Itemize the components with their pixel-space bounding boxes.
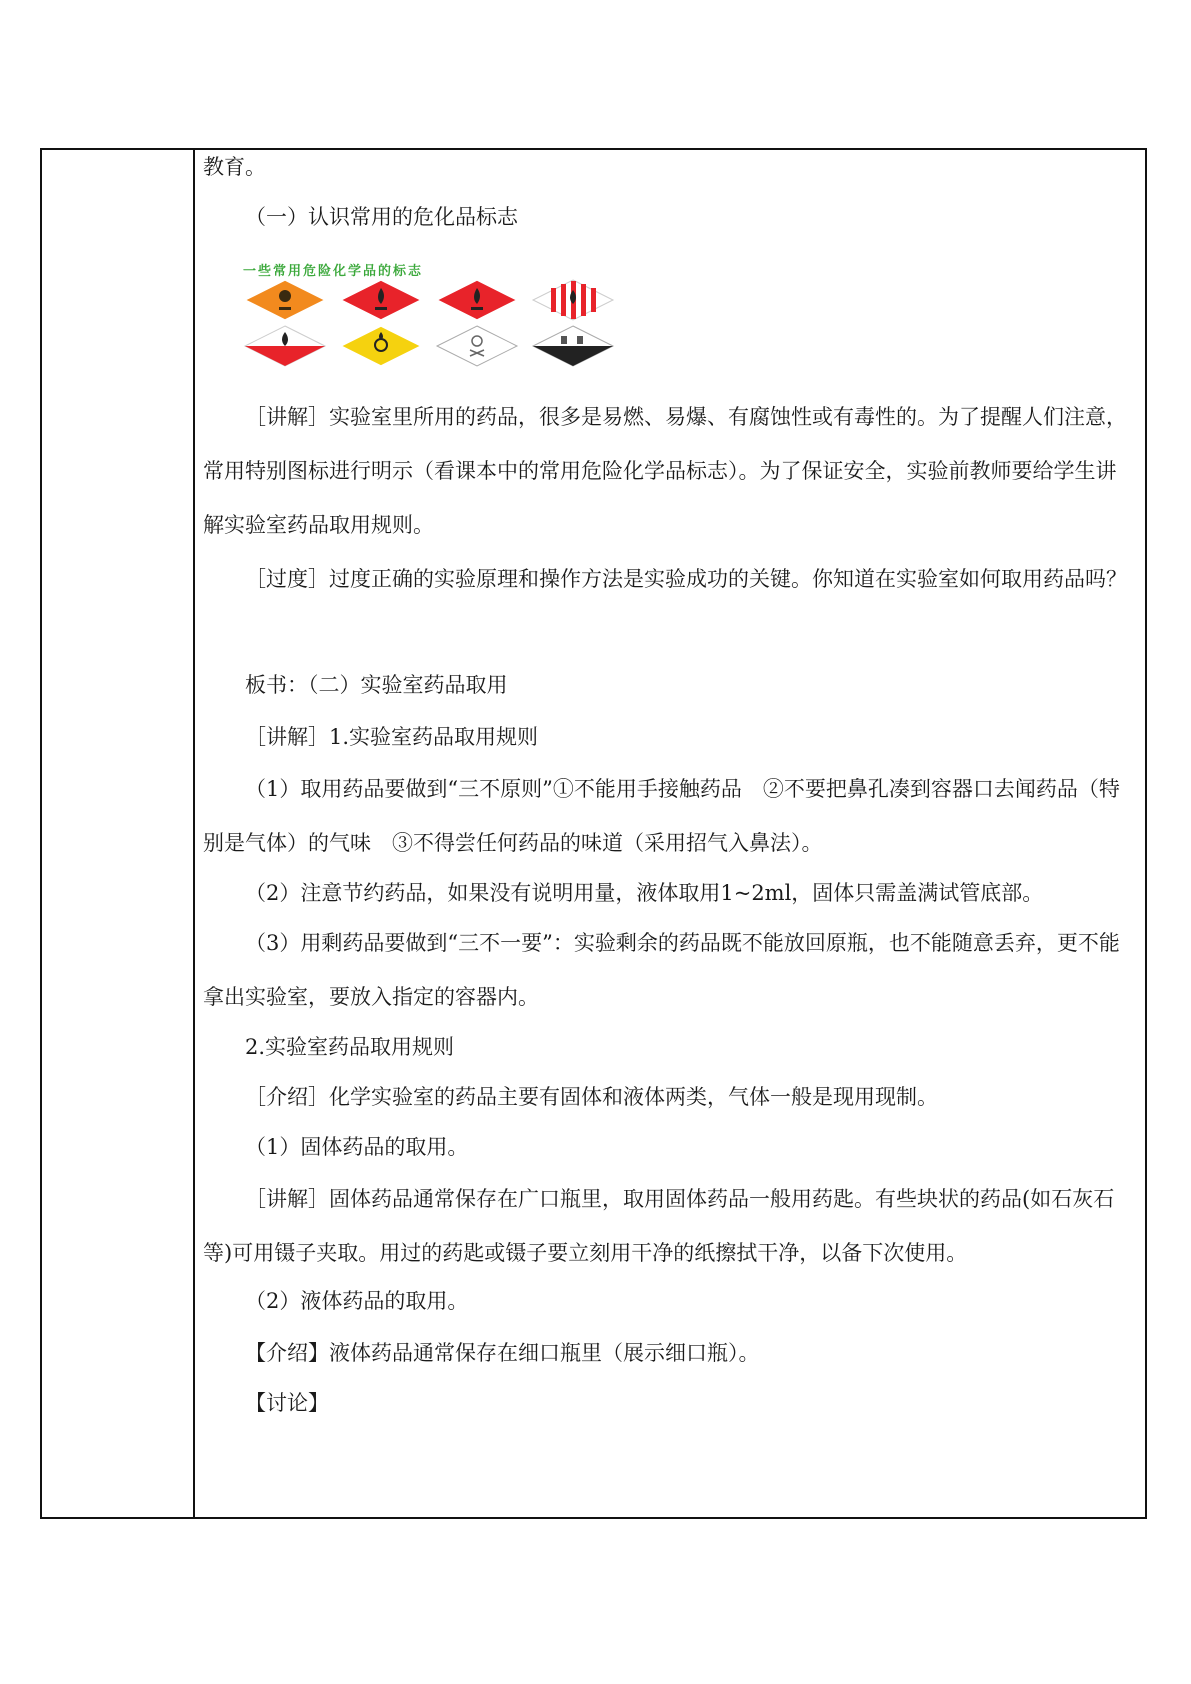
flammable-solid-sign-icon [533, 280, 613, 320]
paragraph-explanation: ［讲解］实验室里所用的药品，很多是易燃、易爆、有腐蚀性或有毒性的。为了提醒人们注意，常用特别图标进行明示（看课本中的常用危险化学品标志）。为了保证安全，实验前教师要给学生讲解实验室药品取用规则。 [203, 405, 1127, 537]
discussion-heading: 【讨论】 [245, 1391, 329, 1415]
paragraph-solid-explanation: ［讲解］固体药品通常保存在广口瓶里，取用固体药品一般用药匙。有些块状的药品(如石灰石等)可用镊子夹取。用过的药匙或镊子要立刻用干净的纸擦拭干净，以备下次使用。 [203, 1187, 1115, 1265]
liquid-reagent-heading: （2）液体药品的取用。 [245, 1289, 469, 1313]
paragraph-transition: ［过度］过度正确的实验原理和操作方法是实验成功的关键。你知道在实验室如何取用药品吗？ [245, 567, 1127, 591]
paragraph-introduction: ［介绍］化学实验室的药品主要有固体和液体两类，气体一般是现用现制。 [245, 1085, 938, 1109]
lesson-table [40, 148, 1147, 1519]
figure-title: 一些常用危险化学品的标志 [243, 264, 424, 279]
solid-reagent-heading: （1）固体药品的取用。 [245, 1135, 469, 1159]
oxidizer-sign-icon [341, 326, 421, 366]
table-left-column [42, 150, 195, 1517]
spontaneously-combustible-sign-icon [245, 326, 325, 366]
rule-item-3: （3）用剩药品要做到“三不一要”：实验剩余的药品既不能放回原瓶，也不能随意丢弃，更不能拿出实验室，要放入指定的容器内。 [203, 931, 1120, 1009]
paragraph-explanation-rules: ［讲解］1.实验室药品取用规则 [245, 725, 539, 749]
hazard-signs-figure [243, 260, 643, 370]
explosive-sign-icon [245, 280, 325, 320]
flammable-liquid-sign-icon [437, 280, 517, 320]
table-content-cell [195, 150, 1145, 1517]
corrosive-sign-icon [533, 326, 613, 366]
rule-item-1: （1）取用药品要做到“三不原则”①不能用手接触药品 ②不要把鼻孔凑到容器口去闻药品（特别是气体）的气味 ③不得尝任何药品的味道（采用招气入鼻法）。 [203, 777, 1120, 855]
paragraph-liquid-introduction: 【介绍】液体药品通常保存在细口瓶里（展示细口瓶）。 [245, 1341, 760, 1365]
rule-item-2: （2）注意节约药品，如果没有说明用量，液体取用1~2ml，固体只需盖满试管底部。 [245, 881, 1044, 905]
paragraph: 教育。 [203, 155, 266, 179]
flammable-gas-sign-icon [341, 280, 421, 320]
section-heading: （一）认识常用的危化品标志 [245, 205, 518, 229]
section-heading-2: 2.实验室药品取用规则 [245, 1035, 455, 1059]
toxic-sign-icon [437, 326, 517, 366]
hazard-signs-image [243, 278, 643, 368]
board-writing-heading: 板书：（二）实验室药品取用 [245, 673, 508, 697]
